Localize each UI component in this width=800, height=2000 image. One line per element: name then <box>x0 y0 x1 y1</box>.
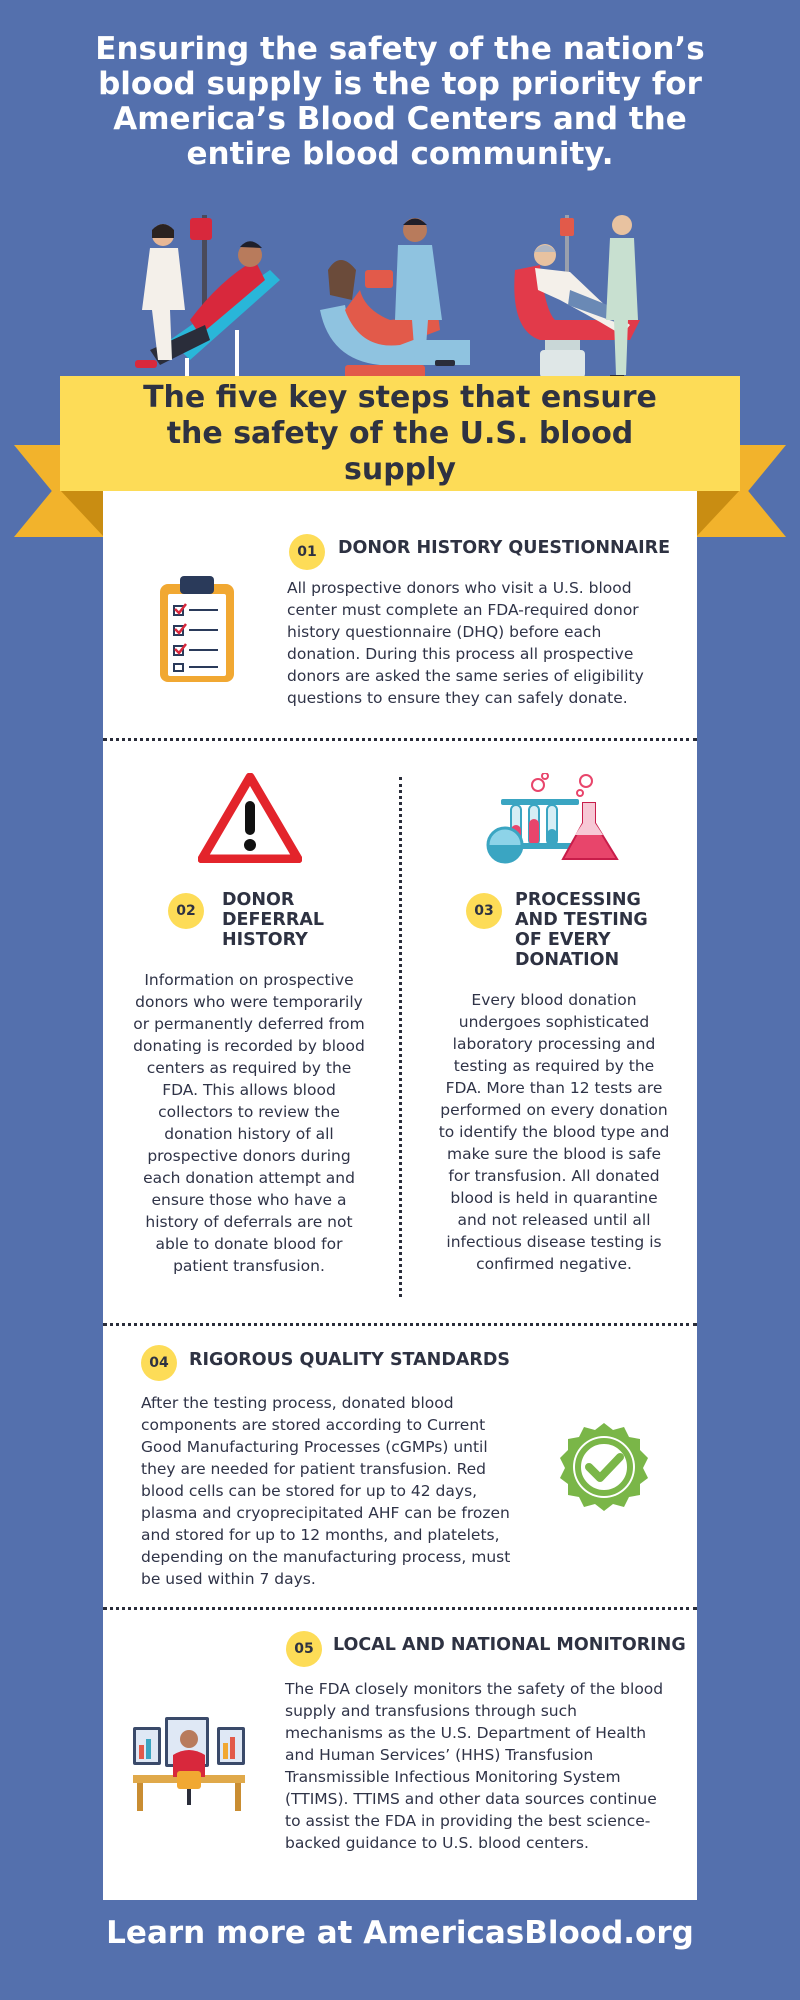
step-5-number: 05 <box>286 1631 322 1667</box>
divider <box>103 1607 697 1610</box>
donor-illustration-3 <box>510 210 670 385</box>
lab-flasks-icon <box>483 773 623 865</box>
divider <box>103 1323 697 1326</box>
step-3-title: PROCESSING AND TESTING OF EVERY DONATION <box>515 890 648 970</box>
step-2-body: Information on prospective donors who were temporarily or permanently deferred from donating is recorded by blood centers as required by the FDA. This allows blood collectors to review the donation history of all prospective donors during each donation attempt and ensure those who have a history of deferrals are not able to donate blood for patient transfusion. <box>133 971 365 1275</box>
monitoring-workstation-icon <box>133 1715 245 1811</box>
step-3-number: 03 <box>466 893 502 929</box>
banner <box>60 376 740 491</box>
step-5-body: The FDA closely monitors the safety of the blood supply and transfusions through such mechanisms as the U.S. Department of Health and Human Services’ (HHS) Transfusion Transmissible Infectious Monitoring System (TTIMS). TTIMS and other data sources continue to assist the FDA in providing the best science-backed guidance to U.S. blood centers. <box>285 1680 664 1852</box>
step-1-body: All prospective donors who visit a U.S. blood center must complete an FDA-required donor history questionnaire (DHQ) before each donation. During this process all prospective donors are asked the same series of eligibility questions to ensure they can safely donate. <box>287 579 644 707</box>
step-1-number: 01 <box>289 534 325 570</box>
step-1-title: DONOR HISTORY QUESTIONNAIRE <box>338 538 671 558</box>
banner-title: The five key steps that ensure the safety of the U.S. blood supply <box>143 379 657 487</box>
step-2-number: 02 <box>168 893 204 929</box>
step-3-body: Every blood donation undergoes sophisticated laboratory processing and testing as required by the FDA. More than 12 tests are performed on every donation to identify the blood type and make sure the blood is safe for transfusion. All donated blood is held in quarantine and not released until all infectious disease testing is confirmed negative. <box>438 991 670 1273</box>
footer-cta[interactable]: Learn more at AmericasBlood.org <box>106 1915 694 1951</box>
step-4-body: After the testing process, donated blood components are stored according to Current Good Manufacturing Processes (cGMPs) until they are needed for patient transfusion. Red blood cells can be stored for up to 42 days, plasma and cryoprecipitated AHF can be frozen and stored for up to 12 months, and platelets, depending on the manufacturing process, must be used within 7 days. <box>141 1394 511 1588</box>
headline: Ensuring the safety of the nation’s blood supply is the top priority for America’s Blood Centers and the entire blood community. <box>95 31 705 172</box>
step-2-title: DONOR DEFERRAL HISTORY <box>222 890 325 950</box>
warning-icon <box>198 773 302 863</box>
step-5-title: LOCAL AND NATIONAL MONITORING <box>333 1635 686 1655</box>
quality-badge-icon <box>558 1421 650 1513</box>
divider <box>103 738 697 741</box>
clipboard-icon <box>158 576 236 684</box>
donor-illustration-1 <box>130 210 290 385</box>
step-4-title: RIGOROUS QUALITY STANDARDS <box>189 1350 510 1370</box>
donor-illustration-2 <box>320 210 480 385</box>
divider-vertical <box>399 777 402 1297</box>
steps-card <box>103 491 697 1900</box>
step-4-number: 04 <box>141 1345 177 1381</box>
